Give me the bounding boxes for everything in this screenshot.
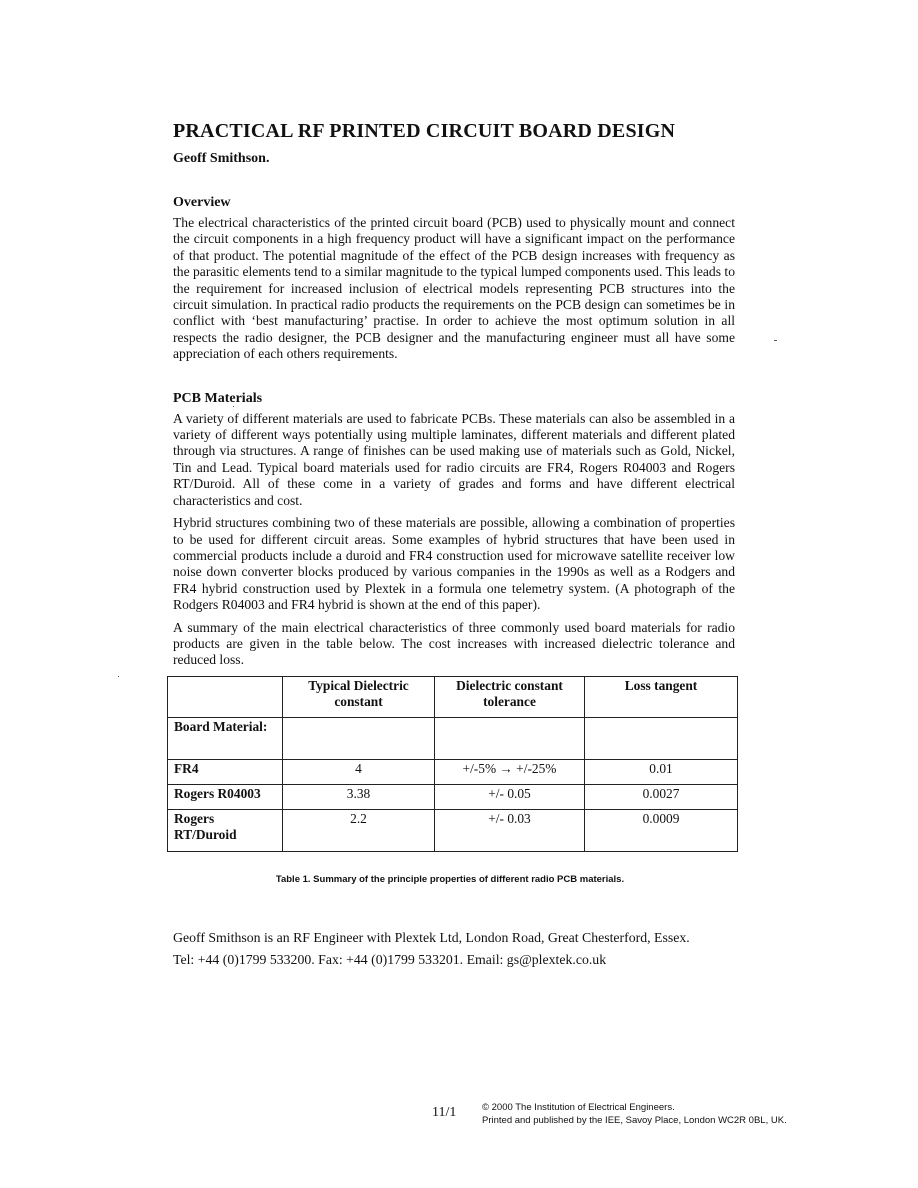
materials-paragraph-3: A summary of the main electrical characteristics of three commonly used board materials for radio products are given in the table below. The cost increases with increased dielectric tolerance and reduced loss.	[173, 619, 735, 668]
table-cell-tolerance: +/- 0.03	[435, 809, 585, 851]
author-name: Geoff Smithson.	[173, 151, 270, 166]
table-cell-loss: 0.01	[585, 759, 738, 784]
materials-table	[167, 676, 738, 852]
table-caption: Table 1. Summary of the principle properties of different radio PCB materials.	[275, 873, 625, 885]
scan-speck	[118, 676, 119, 677]
scan-speck	[233, 406, 234, 407]
materials-paragraph-1: A variety of different materials are used to fabricate PCBs. These materials can also be assembled in a variety of different ways potentially using multiple laminates, different materials and different plated through via structures. A range of finishes can be used making use of materials such as Gold, Nickel, Tin and Lead. Typical board materials used for radio circuits are FR4, Rogers R04003 and Rogers RT/Duroid. All of these come in a variety of grades and forms and have different electrical characteristics and cost.	[173, 410, 735, 508]
table-row	[168, 784, 738, 809]
scan-speck	[774, 340, 777, 341]
table-header-cell: Loss tangent	[585, 676, 738, 717]
materials-paragraph-2: Hybrid structures combining two of these materials are possible, allowing a combination of properties to be used for different circuit areas. Some examples of hybrid structures that have been used in commercial products include a duroid and FR4 construction used for microwave satellite receiver low noise down converter blocks produced by various companies in the 1990s as well as a Rodgers and FR4 hybrid construction used by Plextek in a formula one telemetry system. (A photograph of the Rodgers R04003 and FR4 hybrid is shown at the end of this paper).	[173, 515, 735, 613]
publisher-line: Printed and published by the IEE, Savoy Place, London WC2R 0BL, UK.	[482, 1115, 787, 1126]
page-number: 11/1	[432, 1105, 457, 1120]
table-row	[168, 759, 738, 784]
table-label-row	[168, 717, 738, 759]
bio-line-contact: Tel: +44 (0)1799 533200. Fax: +44 (0)1799 533201. Email: gs@plextek.co.uk	[173, 951, 607, 967]
bio-line-affiliation: Geoff Smithson is an RF Engineer with Plextek Ltd, London Road, Great Chesterford, Essex.	[173, 929, 690, 945]
table-cell-dielectric: 4	[283, 759, 435, 784]
table-cell-dielectric: 3.38	[283, 784, 435, 809]
copyright-line: © 2000 The Institution of Electrical Engineers.	[482, 1102, 675, 1113]
table-cell-loss: 0.0009	[585, 809, 738, 851]
table-row-material: Rogers R04003	[168, 784, 283, 809]
table-cell-tolerance: +/- 0.05	[435, 784, 585, 809]
overview-paragraph: The electrical characteristics of the printed circuit board (PCB) used to physically mount and connect the circuit components in a high frequency product will have a significant impact on the performance of that product. The potential magnitude of the effect of the PCB design increases with frequency as the parasitic elements tend to a similar magnitude to the typical lumped components used. This leads to the requirement for increased inclusion of electrical models representing PCB structures into the circuit simulation. In practical radio products the requirements on the PCB design can sometimes be in conflict with ‘best manufacturing’ practise. In order to achieve the most optimum solution in all respects the radio designer, the PCB designer and the manufacturing engineer must all have some appreciation of each others requirements.	[173, 215, 735, 362]
table-cell-empty	[283, 717, 435, 759]
table-header-row	[168, 676, 738, 717]
table-row-material: FR4	[168, 759, 283, 784]
table-cell-dielectric: 2.2	[283, 809, 435, 851]
table-header-cell: Dielectric constant tolerance	[435, 676, 585, 717]
section-heading-overview: Overview	[173, 195, 231, 210]
table-cell-empty	[585, 717, 738, 759]
paper-body	[173, 120, 735, 971]
table-row	[168, 809, 738, 851]
table-header-cell: Typical Dielectric constant	[283, 676, 435, 717]
table-cell-loss: 0.0027	[585, 784, 738, 809]
table-cell-tolerance: +/-5% → +/-25%	[435, 759, 585, 784]
table-row-label: Board Material:	[168, 717, 283, 759]
paper-title: PRACTICAL RF PRINTED CIRCUIT BOARD DESIGN	[173, 120, 676, 142]
section-heading-pcb-materials: PCB Materials	[173, 390, 263, 406]
table-row-material: Rogers RT/Duroid	[168, 809, 283, 851]
table-cell-empty	[435, 717, 585, 759]
author-bio	[173, 927, 735, 971]
copyright-notice	[482, 1101, 787, 1127]
table-header-cell	[168, 676, 283, 717]
